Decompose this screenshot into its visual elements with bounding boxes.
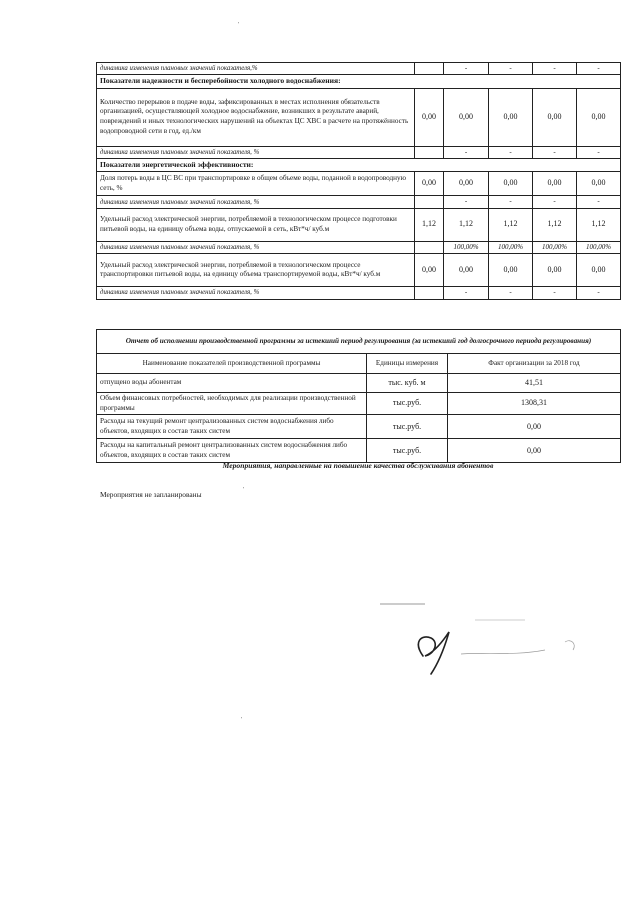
table-row: Доля потерь воды в ЦС ВС при транспортировке в общем объеме воды, поданной в водопроводную сеть, % 0,00 0,00 0,00 0,00 0,00	[97, 172, 621, 196]
dynamics-label: динамика изменения плановых значений показателя, %	[97, 287, 415, 299]
indicator-label: Количество перерывов в подаче воды, зафиксированных в местах исполнения обязательств организацией, осуществляющей холодное водоснабжение, возникших в результате аварий, повреждений и иных технологических нарушений на объектах ЦС ХВС в расчете на протяжённость водопроводной сети в год, ед./км	[97, 88, 415, 146]
table-row	[97, 393, 621, 415]
report-item-value: 41,51	[448, 374, 621, 393]
dynamics-label: динамика изменения плановых значений показателя, %	[97, 241, 415, 253]
section-row	[97, 75, 621, 88]
report-item-value: 0,00	[448, 415, 621, 439]
report-item-unit: тыс.руб.	[367, 393, 448, 415]
report-item-unit: тыс.руб.	[367, 415, 448, 439]
report-item-value: 0,00	[448, 439, 621, 463]
table-row: динамика изменения плановых значений показателя, % - - - -	[97, 287, 621, 299]
indicator-label: Удельный расход электрической энергии, потребляемой в технологическом процессе подготовки питьевой воды, на единицу объема воды, отпускаемой в сеть, кВт*ч/ куб.м	[97, 208, 415, 241]
report-item-unit: тыс. куб. м	[367, 374, 448, 393]
table-row: динамика изменения плановых значений показателя,% - - - -	[97, 63, 621, 75]
caption-row	[97, 330, 621, 354]
indicator-label: Доля потерь воды в ЦС ВС при транспортировке в общем объеме воды, поданной в водопроводную сеть, %	[97, 172, 415, 196]
measures-note: Мероприятия не запланированы	[100, 490, 202, 499]
indicators-table	[96, 62, 621, 300]
report-caption: Отчет об исполнении производственной программы за истекший период регулирования (за истекший год долгосрочного периода регулирования)	[97, 330, 621, 354]
scan-speck: '	[238, 22, 240, 28]
report-table	[96, 329, 621, 463]
table-row: динамика изменения плановых значений показателя, % - - - -	[97, 146, 621, 158]
report-item-name: Расходы на текущий ремонт централизованных систем водоснабжения либо объектов, входящих в состав таких систем	[97, 415, 367, 439]
table-row: динамика изменения плановых значений показателя, % 100,00% 100,00% 100,00% 100,00%	[97, 241, 621, 253]
indicator-label: Удельный расход электрической энергии, потребляемой в технологическом процессе транспортировки питьевой воды, на единицу объема транспортируемой воды, кВт*ч/ куб.м	[97, 254, 415, 287]
report-item-name: отпущено воды абонентам	[97, 374, 367, 393]
section-title: Показатели надежности и бесперебойности холодного водоснабжения:	[97, 75, 621, 88]
table-row: Удельный расход электрической энергии, потребляемой в технологическом процессе подготовки питьевой воды, на единицу объема воды, отпускаемой в сеть, кВт*ч/ куб.м 1,12 1,12 1,12 1,12 1,12	[97, 208, 621, 241]
column-header: Факт организации за 2018 год	[448, 354, 621, 374]
section-row	[97, 159, 621, 172]
column-header: Наименование показателей производственной программы	[97, 354, 367, 374]
report-item-value: 1308,31	[448, 393, 621, 415]
dynamics-label: динамика изменения плановых значений показателя,%	[97, 63, 415, 75]
table-row	[97, 439, 621, 463]
table-row	[97, 415, 621, 439]
section-title: Показатели энергетической эффективности:	[97, 159, 621, 172]
handwritten-signature	[365, 598, 605, 678]
dynamics-label: динамика изменения плановых значений показателя, %	[97, 196, 415, 208]
scan-speck: '	[243, 487, 245, 493]
table-row: Удельный расход электрической энергии, потребляемой в технологическом процессе транспортировки питьевой воды, на единицу объема транспортируемой воды, кВт*ч/ куб.м 0,00 0,00 0,00 0,00 0,00	[97, 254, 621, 287]
measures-heading: Мероприятия, направленные на повышение качества обслуживания абонентов	[222, 461, 494, 470]
report-item-name: Объем финансовых потребностей, необходимых для реализации производственной программы	[97, 393, 367, 415]
table-row: Количество перерывов в подаче воды, зафиксированных в местах исполнения обязательств организацией, осуществляющей холодное водоснабжение, возникших в результате аварий, повреждений и иных технологических нарушений на объектах ЦС ХВС в расчете на протяжённость водопроводной сети в год, ед./км 0,00 0,00 0,00 0,00 0,00	[97, 88, 621, 146]
table-row	[97, 374, 621, 393]
table-row: динамика изменения плановых значений показателя, % - - - -	[97, 196, 621, 208]
scan-speck: '	[241, 717, 243, 723]
column-header: Единицы измерения	[367, 354, 448, 374]
report-item-name: Расходы на капитальный ремонт централизованных систем водоснабжения либо объектов, входящих в состав таких систем	[97, 439, 367, 463]
header-row	[97, 354, 621, 374]
report-item-unit: тыс.руб.	[367, 439, 448, 463]
dynamics-label: динамика изменения плановых значений показателя, %	[97, 146, 415, 158]
